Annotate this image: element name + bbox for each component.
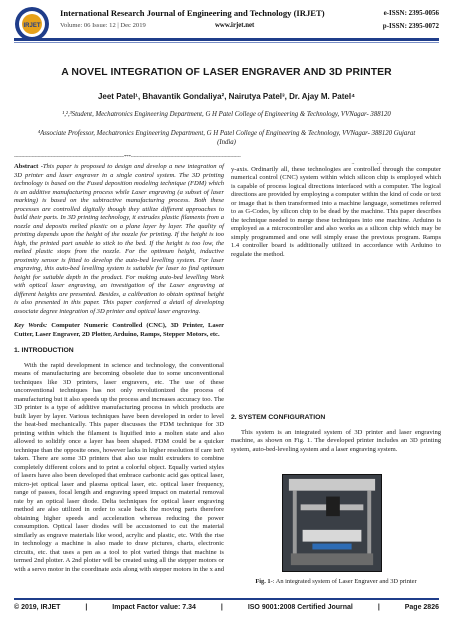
affiliation-students: ¹,²,³Student, Mechatronics Engineering Department, G H Patel College of Engineering & Technology, VVNagar- 388120	[62, 111, 391, 118]
figure-caption-label: Fig. 1	[255, 578, 271, 585]
abstract-text: This paper is proposed to design and develop a new integration of 3D printer and laser engraver in a single control system. The 3D printing technology is based on the Fused deposition modeling technique (FDM) which is an additive manufacturing process while Laser engraving (a subset of laser marking) is based on the subtractive manufacturing process. Both these processes are controlled digitally though they utilize different approaches to build their parts. In 3D printing technology, it extrudes plastic filaments from a nozzle and deposits melted plastic on a plane layer by layer. The quality of printing depends upon the height of the nozzle for printing. If the height is too high, the printed part unable to stick to the bed. If the height is too low, the melted plastic stops from the nozzle. For the optimum height, inductive proximity sensor is fitted to develop the auto-bed levelling system. For laser engraving, this auto-bed levelling system is suitable for laser to find optimum height for suitable depth in the product. For making auto-bed levelling Work with optical laser engraving, an investigation of the Laser engraving at different heights are presented. Besides, a calibration to obtain optimal height is also presented in this paper. This paper conferred a detail of developing associate degree integration of 3D printer and optical laser engraving.	[14, 163, 224, 315]
p-issn: p-ISSN: 2395-0072	[382, 22, 439, 30]
logo-text: IRJET	[23, 23, 41, 29]
footer-rule	[14, 598, 439, 600]
irjet-logo	[14, 6, 50, 42]
volume-issue: Volume: 06 Issue: 12 | Dec 2019	[60, 22, 146, 29]
section-heading-system-configuration: 2. SYSTEM CONFIGURATION	[231, 414, 326, 421]
figure-caption-text: -: An integrated system of Laser Engraver and 3D printer	[270, 578, 417, 585]
e-issn: e-ISSN: 2395-0056	[383, 9, 439, 17]
figure-caption	[231, 578, 441, 586]
keywords-text: Computer Numeric Controlled (CNC), 3D Printer, Laser Cutter, Laser Engraver, 2D Plotter, Arduino, Ramps, Stepper Motors, etc.	[14, 322, 225, 338]
paper-title: A NOVEL INTEGRATION OF LASER ENGRAVER AND 3D PRINTER	[61, 67, 392, 78]
footer-divider: |	[220, 604, 223, 611]
figure-machine-photo	[282, 474, 382, 572]
affiliation-professor: ⁴Associate Professor, Mechatronics Engineering Department, G H Patel College of Engineering & Technology, VVNagar- 388120 Gujarat (India)	[37, 130, 416, 146]
abstract-label: Abstract -	[14, 163, 43, 170]
footer-page-number: Page 2826	[404, 604, 439, 611]
author-list: Jeet Patel¹, Bhavantik Gondaliya², Nairutya Patel³, Dr. Ajay M. Patel⁴	[97, 92, 356, 101]
footer-iso: ISO 9001:2008 Certified Journal	[247, 604, 353, 611]
left-column	[14, 163, 224, 578]
header-rule	[14, 38, 439, 41]
journal-website[interactable]: www.irjet.net	[215, 22, 255, 29]
introduction-continued-text: y-axis. Ordinarily all, these technologies are controlled through the computer numerical control (CNC) system within which silicon chip is employed which is capable of process logical directions interfaced with a computer. The logical directions are provided by employing a computer within the kind of code or text or image that is then transformed into a machine language, sometimes referred to as G-Codes, by silicon chip to be dead by the machine. This paper describes the technique needed to merge these techniques into one machine. Arduino is employed as a microcontroller and also works as a silicon chip which may be simply programmed and one will simply erase the previous program. Ramps 1.4 controller board is additionally utilized in accordance with Arduino to regulate the method.	[231, 165, 441, 258]
right-column	[231, 163, 441, 460]
page-footer	[14, 604, 439, 611]
footer-copyright: © 2019, IRJET	[14, 604, 61, 611]
footer-divider: |	[377, 604, 380, 611]
journal-header	[0, 0, 453, 46]
header-rule-thin	[14, 42, 439, 43]
section-heading-introduction: 1. INTRODUCTION	[14, 347, 74, 354]
introduction-paragraph: With the rapid development in science and technology, the conventional means of manufacturing are becoming obsolete due to some unconventional techniques like 3D printers, laser engravers, etc. The use of these unconventional techniques has not only revolutionized the process of manufacturing but it also speeds up the process and increases accuracy too. The 3D printer is a type of additive manufacturing process in which products are built layer by layer. Various techniques have been developed in order to level the heat-bed mechanically. This paper discusses the FDM technique for 3D printing within which the filament is liquified into a molten state and also allowed to solidify once a layer has been shaped. FDM could be a quicker technique than the opposite ones, however lacks in higher resolution if care isn't taken. There are some 3D printers that also use multi extruders to combine completely different colors and to print a colorful object. Equally varied styles of lasers have also been developed that embrace carbonic acid gas optical laser, micro-jet optical laser and plasma optical laser, etc. optical laser frequency, range of passes, focal length and engraving speed impact on material removal rate by an optical laser diode. Delta techniques for optical laser engraving method are also utilized in order to scale back the moving parts therefore obtaining higher speeds and acceleration whereas reducing the power consumption. Optical laser diodes will be accustomed to cut the material similarly as engrave materials like wood, acrylic and plastic, etc. With the rise in technology a machine is also made to draw pictures, charts, electronic circuits, etc. that uses a pen as a tool to plot varied things that machine is termed 2nd plotter. A 2nd plotter will be created using all the stepper motors or with a servo motor in the coordinate axis along with stepper motors in the x and	[14, 361, 224, 572]
introduction-continued	[231, 163, 441, 406]
journal-name: International Research Journal of Engineering and Technology (IRJET)	[60, 8, 325, 18]
section-separator: ---------------------------------------------------------------------------***---------------------------------------------------------------------------	[14, 155, 241, 160]
keywords-label: Key Words:	[14, 322, 48, 329]
abstract	[14, 163, 224, 316]
system-configuration-paragraph: This system is an integrated system of 3D printer and laser engraving machine, as shown on Fig. 1. The developed printer includes an 3D printing system, auto-bed-leveling system and a laser engraving system.	[231, 428, 441, 453]
footer-impact-factor: Impact Factor value: 7.34	[112, 604, 196, 611]
footer-divider: |	[85, 604, 88, 611]
keywords	[14, 322, 224, 339]
